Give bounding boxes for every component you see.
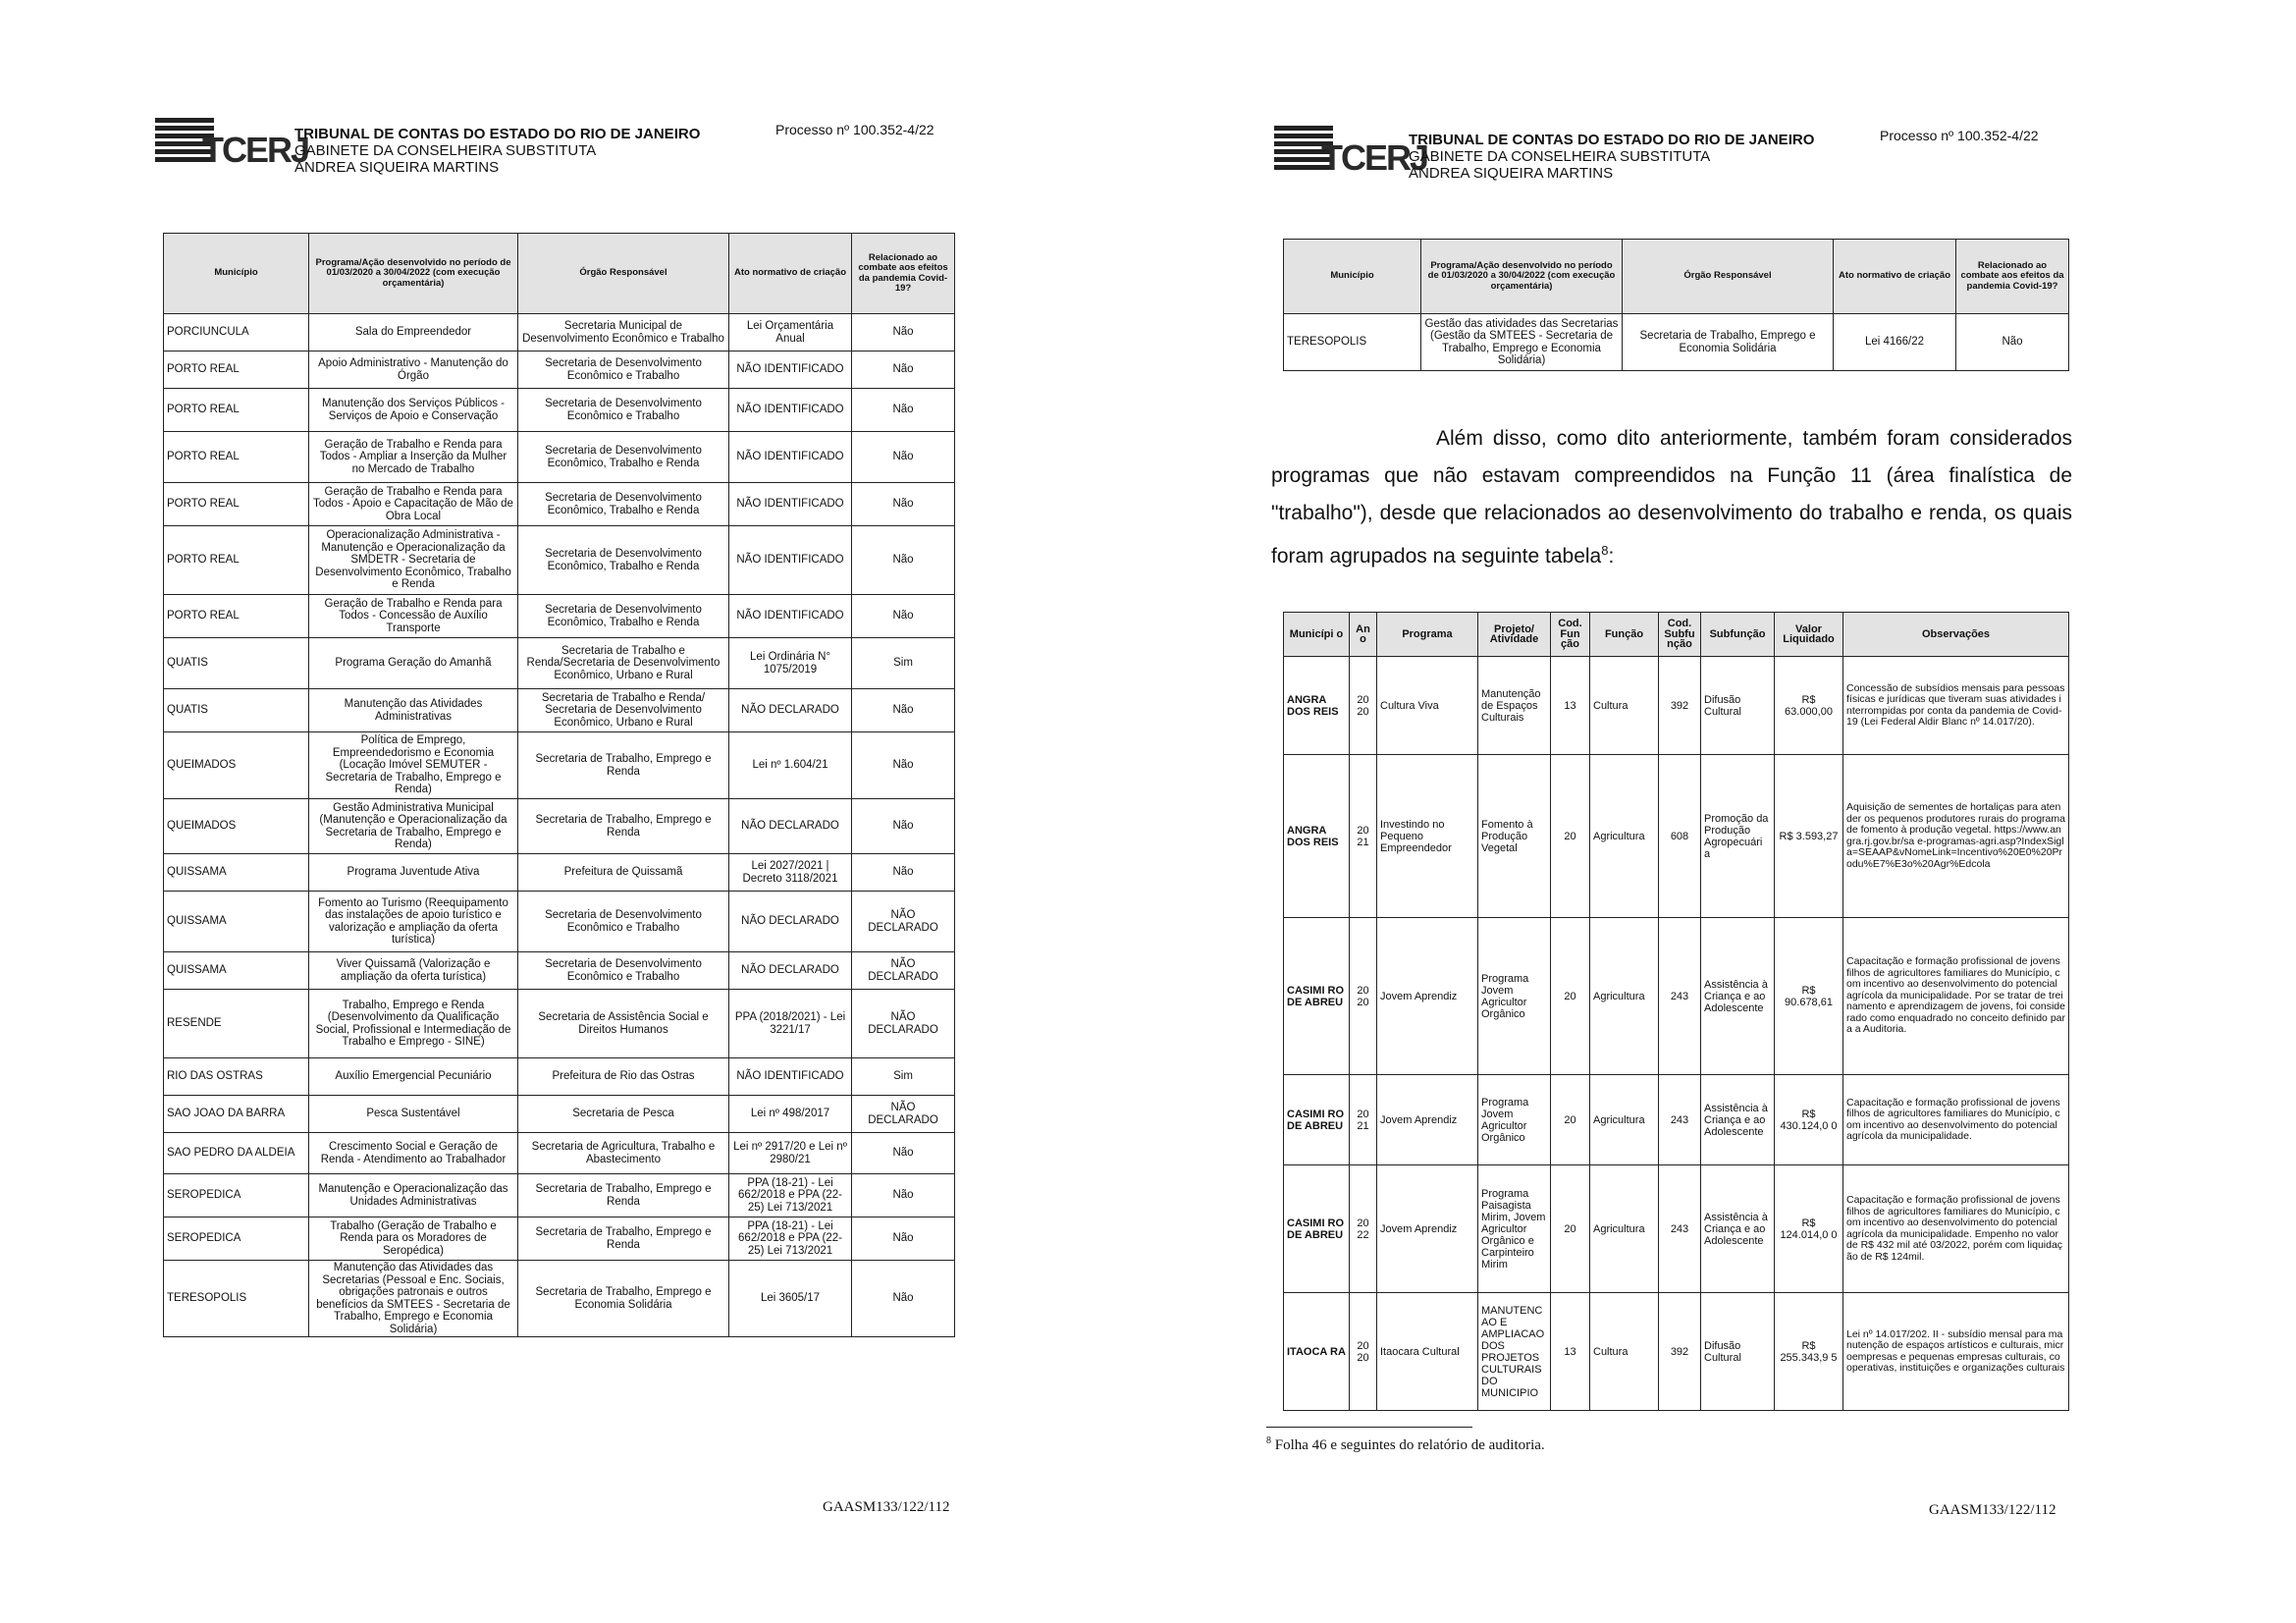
col-valor: Valor Liquidado	[1775, 613, 1843, 657]
cell-municipio: SAO JOAO DA BARRA	[164, 1096, 309, 1133]
col-programa: Programa/Ação desenvolvido no período de 01/03/2020 a 30/04/2022 (com execução orçamentária)	[309, 234, 518, 314]
cell-orgao: Secretaria de Trabalho, Emprego e Renda	[518, 799, 729, 854]
cell-covid: Não	[852, 526, 955, 595]
cell-programa: Cultura Viva	[1377, 657, 1478, 755]
cell-ato: NÃO DECLARADO	[729, 799, 852, 854]
cell-programa: Pesca Sustentável	[309, 1096, 518, 1133]
cell-programa: Apoio Administrativo - Manutenção do Órgão	[309, 352, 518, 389]
table-row	[164, 689, 955, 732]
cell-municipio: TERESOPOLIS	[164, 1261, 309, 1337]
table-row	[1284, 1293, 2069, 1411]
header-line-2: GABINETE DA CONSELHEIRA SUBSTITUTA	[294, 142, 597, 159]
cell-programa: Operacionalização Administrativa - Manutenção e Operacionalização da SMDETR - Secretaria de Desenvolvimento Econômico, Trabalho e Renda	[309, 526, 518, 595]
header-line-2: GABINETE DA CONSELHEIRA SUBSTITUTA	[1409, 148, 1711, 165]
cell-municipio: CASIMI RO DE ABREU	[1284, 1165, 1350, 1293]
footnote-divider	[1266, 1427, 1472, 1428]
cell-orgao: Secretaria de Trabalho, Emprego e Renda	[518, 732, 729, 799]
cell-projeto: Manutenção de Espaços Culturais	[1478, 657, 1551, 755]
cell-programa: Manutenção e Operacionalização das Unidades Administrativas	[309, 1174, 518, 1217]
col-cod-subfuncao: Cod. Subfu nção	[1659, 613, 1701, 657]
col-orgao: Órgão Responsável	[518, 234, 729, 314]
table-row	[164, 1174, 955, 1217]
table-row	[1284, 314, 2069, 371]
cell-cod-funcao: 20	[1551, 918, 1590, 1075]
cell-municipio: QUATIS	[164, 638, 309, 689]
col-ato: Ato normativo de criação	[729, 234, 852, 314]
cell-covid: Não	[1956, 314, 2069, 371]
cell-programa: Manutenção das Atividades das Secretarias (Pessoal e Enc. Sociais, obrigações patronais e outros benefícios da SMTEES - Secretaria de Trabalho, Emprego e Economia Solidária)	[309, 1261, 518, 1337]
cell-covid: Não	[852, 732, 955, 799]
cell-municipio: QUISSAMA	[164, 952, 309, 990]
table-row	[164, 854, 955, 892]
agrupados-table	[1283, 612, 2069, 1411]
cell-programa: Trabalho, Emprego e Renda (Desenvolvimento da Qualificação Social, Profissional e Intermediação de Trabalho e Emprego - SINE)	[309, 990, 518, 1058]
institution-header	[294, 126, 700, 176]
cell-municipio: TERESOPOLIS	[1284, 314, 1421, 371]
cell-orgao: Secretaria de Agricultura, Trabalho e Abastecimento	[518, 1133, 729, 1174]
col-municipio: Município	[1284, 240, 1421, 314]
cell-programa: Programa Geração do Amanhã	[309, 638, 518, 689]
col-covid: Relacionado ao combate aos efeitos da pandemia Covid-19?	[1956, 240, 2069, 314]
cell-cod-subfuncao: 243	[1659, 918, 1701, 1075]
programs-table-continued	[1283, 239, 2069, 371]
cell-funcao: Agricultura	[1590, 1165, 1659, 1293]
cell-valor: R$ 124.014,0 0	[1775, 1165, 1843, 1293]
table-row	[1284, 1075, 2069, 1165]
col-programa: Programa/Ação desenvolvido no período de 01/03/2020 a 30/04/2022 (com execução orçamentária)	[1421, 240, 1623, 314]
cell-municipio: QUATIS	[164, 689, 309, 732]
cell-programa: Geração de Trabalho e Renda para Todos - Apoio e Capacitação de Mão de Obra Local	[309, 483, 518, 526]
table-row	[164, 1096, 955, 1133]
logo-text: TCERJ	[202, 130, 309, 170]
col-subfuncao: Subfunção	[1701, 613, 1775, 657]
cell-observacoes: Lei nº 14.017/202. II - subsídio mensal para manutenção de espaços artísticos e culturais, microempresas e pequenas empresas culturais, cooperativas, instituições e organizações culturais	[1843, 1293, 2069, 1411]
table-row	[164, 389, 955, 432]
cell-programa: Crescimento Social e Geração de Renda - Atendimento ao Trabalhador	[309, 1133, 518, 1174]
cell-covid: NÃO DECLARADO	[852, 990, 955, 1058]
cell-orgao: Secretaria de Assistência Social e Direitos Humanos	[518, 990, 729, 1058]
cell-municipio: PORTO REAL	[164, 483, 309, 526]
cell-ato: NÃO IDENTIFICADO	[729, 595, 852, 638]
cell-projeto: Programa Jovem Agricultor Orgânico	[1478, 918, 1551, 1075]
cell-ato: Lei 4166/22	[1834, 314, 1956, 371]
cell-projeto: Programa Jovem Agricultor Orgânico	[1478, 1075, 1551, 1165]
cell-cod-funcao: 20	[1551, 1165, 1590, 1293]
cell-programa: Jovem Aprendiz	[1377, 1165, 1478, 1293]
header-line-1: TRIBUNAL DE CONTAS DO ESTADO DO RIO DE JANEIRO	[1409, 132, 1815, 148]
col-municipio: Municípi o	[1284, 613, 1350, 657]
footnote-mark: 8	[1266, 1435, 1271, 1446]
cell-municipio: PORTO REAL	[164, 526, 309, 595]
header-line-3: ANDREA SIQUEIRA MARTINS	[294, 159, 500, 176]
table-row	[1284, 755, 2069, 918]
table-row	[164, 483, 955, 526]
cell-orgao: Prefeitura de Quissamã	[518, 854, 729, 892]
cell-funcao: Agricultura	[1590, 755, 1659, 918]
cell-covid: Não	[852, 314, 955, 352]
cell-orgao: Secretaria Municipal de Desenvolvimento Econômico e Trabalho	[518, 314, 729, 352]
paragraph-end: :	[1608, 545, 1615, 568]
cell-observacoes: Capacitação e formação profissional de jovens filhos de agricultores familiares do Município, com incentivo ao desenvolvimento do potencial agrícola da municipalidade. Empenho no valor de R$ 432 mil até 03/2022, porém com liquidação de R$ 124mil.	[1843, 1165, 2069, 1293]
footnote	[1266, 1435, 1545, 1454]
col-ato: Ato normativo de criação	[1834, 240, 1956, 314]
cell-covid: Não	[852, 483, 955, 526]
cell-programa: Gestão Administrativa Municipal (Manutenção e Operacionalização da Secretaria de Trabalho, Emprego e Renda)	[309, 799, 518, 854]
table-row	[164, 990, 955, 1058]
cell-ato: PPA (18-21) - Lei 662/2018 e PPA (22-25) Lei 713/2021	[729, 1174, 852, 1217]
table-row	[164, 595, 955, 638]
cell-municipio: PORTO REAL	[164, 595, 309, 638]
table-row	[1284, 1165, 2069, 1293]
cell-covid: Não	[852, 352, 955, 389]
cell-ano: 20 21	[1350, 755, 1377, 918]
cell-funcao: Agricultura	[1590, 918, 1659, 1075]
footnote-ref: 8	[1601, 543, 1609, 558]
cell-programa: Política de Emprego, Empreendedorismo e Economia (Locação Imóvel SEMUTER - Secretaria de Trabalho, Emprego e Renda)	[309, 732, 518, 799]
col-funcao: Função	[1590, 613, 1659, 657]
table-header-row	[1284, 240, 2069, 314]
logo-text: TCERJ	[1321, 137, 1428, 178]
cell-observacoes: Capacitação e formação profissional de jovens filhos de agricultores familiares do Município, com incentivo ao desenvolvimento do potencial agrícola da municipalidade. Por se tratar de treinamento e aprendizagem de jovens, foi considerado como enquadrado no conceito definido para a Auditoria.	[1843, 918, 2069, 1075]
cell-subfuncao: Difusão Cultural	[1701, 1293, 1775, 1411]
cell-ato: NÃO DECLARADO	[729, 689, 852, 732]
cell-orgao: Secretaria de Desenvolvimento Econômico, Trabalho e Renda	[518, 483, 729, 526]
table-row	[164, 1261, 955, 1337]
table-header-row	[164, 234, 955, 314]
cell-subfuncao: Promoção da Produção Agropecuári a	[1701, 755, 1775, 918]
cell-covid: Não	[852, 1174, 955, 1217]
cell-covid: Não	[852, 389, 955, 432]
cell-programa: Manutenção das Atividades Administrativas	[309, 689, 518, 732]
cell-municipio: PORCIUNCULA	[164, 314, 309, 352]
table-row	[164, 638, 955, 689]
cell-orgao: Prefeitura de Rio das Ostras	[518, 1058, 729, 1096]
cell-covid: NÃO DECLARADO	[852, 892, 955, 952]
cell-ato: Lei nº 498/2017	[729, 1096, 852, 1133]
cell-valor: R$ 255.343,9 5	[1775, 1293, 1843, 1411]
cell-municipio: PORTO REAL	[164, 352, 309, 389]
cell-ato: NÃO IDENTIFICADO	[729, 526, 852, 595]
cell-orgao: Secretaria de Trabalho, Emprego e Renda	[518, 1174, 729, 1217]
cell-ato: NÃO DECLARADO	[729, 952, 852, 990]
cell-cod-subfuncao: 243	[1659, 1165, 1701, 1293]
footer-code-right: GAASM133/122/112	[1929, 1502, 2056, 1518]
cell-municipio: SAO PEDRO DA ALDEIA	[164, 1133, 309, 1174]
cell-municipio: RESENDE	[164, 990, 309, 1058]
cell-valor: R$ 90.678,61	[1775, 918, 1843, 1075]
cell-programa: Sala do Empreendedor	[309, 314, 518, 352]
cell-valor: R$ 3.593,27	[1775, 755, 1843, 918]
cell-orgao: Secretaria de Desenvolvimento Econômico e Trabalho	[518, 892, 729, 952]
cell-orgao: Secretaria de Trabalho, Emprego e Renda	[518, 1217, 729, 1261]
cell-observacoes: Concessão de subsídios mensais para pessoas físicas e jurídicas que tiveram suas atividades interrompidas por conta da pandemia de Covid-19 (Lei Federal Aldir Blanc nº 14.017/20).	[1843, 657, 2069, 755]
cell-ato: Lei nº 2917/20 e Lei nº 2980/21	[729, 1133, 852, 1174]
tcerj-logo	[155, 118, 309, 187]
cell-valor: R$ 63.000,00	[1775, 657, 1843, 755]
cell-covid: Sim	[852, 638, 955, 689]
cell-municipio: PORTO REAL	[164, 432, 309, 483]
cell-municipio: QUEIMADOS	[164, 732, 309, 799]
cell-municipio: QUISSAMA	[164, 854, 309, 892]
cell-ano: 20 21	[1350, 1075, 1377, 1165]
cell-covid: Não	[852, 1217, 955, 1261]
cell-programa: Itaocara Cultural	[1377, 1293, 1478, 1411]
cell-municipio: ANGRA DOS REIS	[1284, 755, 1350, 918]
cell-ato: NÃO IDENTIFICADO	[729, 352, 852, 389]
cell-covid: Não	[852, 689, 955, 732]
cell-covid: Não	[852, 1133, 955, 1174]
cell-ano: 20 20	[1350, 918, 1377, 1075]
header-line-1: TRIBUNAL DE CONTAS DO ESTADO DO RIO DE JANEIRO	[294, 126, 701, 142]
table-row	[164, 314, 955, 352]
cell-municipio: CASIMI RO DE ABREU	[1284, 1075, 1350, 1165]
cell-programa: Viver Quissamã (Valorização e ampliação da oferta turística)	[309, 952, 518, 990]
cell-cod-subfuncao: 608	[1659, 755, 1701, 918]
cell-cod-funcao: 20	[1551, 1075, 1590, 1165]
programs-table	[163, 233, 955, 1337]
cell-programa: Gestão das atividades das Secretarias (Gestão da SMTEES - Secretaria de Trabalho, Emprego e Economia Solidária)	[1421, 314, 1623, 371]
table-row	[164, 1133, 955, 1174]
cell-ato: Lei 2027/2021 | Decreto 3118/2021	[729, 854, 852, 892]
cell-covid: NÃO DECLARADO	[852, 1096, 955, 1133]
cell-projeto: Programa Paisagista Mirim, Jovem Agricultor Orgânico e Carpinteiro Mirim	[1478, 1165, 1551, 1293]
cell-subfuncao: Difusão Cultural	[1701, 657, 1775, 755]
col-projeto: Projeto/ Atividade	[1478, 613, 1551, 657]
cell-funcao: Cultura	[1590, 657, 1659, 755]
cell-programa: Fomento ao Turismo (Reequipamento das instalações de apoio turístico e valorização e ampliação da oferta turística)	[309, 892, 518, 952]
cell-ano: 20 20	[1350, 657, 1377, 755]
footer-code-left: GAASM133/122/112	[823, 1499, 950, 1515]
table-row	[164, 1217, 955, 1261]
table-row	[164, 732, 955, 799]
table-row	[164, 352, 955, 389]
cell-orgao: Secretaria de Trabalho e Renda/Secretaria de Desenvolvimento Econômico, Urbano e Rural	[518, 638, 729, 689]
cell-subfuncao: Assistência à Criança e ao Adolescente	[1701, 1165, 1775, 1293]
table-row	[1284, 657, 2069, 755]
cell-cod-funcao: 13	[1551, 657, 1590, 755]
cell-ato: PPA (18-21) - Lei 662/2018 e PPA (22-25) Lei 713/2021	[729, 1217, 852, 1261]
cell-orgao: Secretaria de Desenvolvimento Econômico e Trabalho	[518, 389, 729, 432]
page-right	[1148, 0, 2296, 1623]
cell-covid: Não	[852, 799, 955, 854]
cell-programa: Jovem Aprendiz	[1377, 918, 1478, 1075]
cell-valor: R$ 430.124,0 0	[1775, 1075, 1843, 1165]
cell-ato: NÃO IDENTIFICADO	[729, 389, 852, 432]
cell-programa: Trabalho (Geração de Trabalho e Renda para os Moradores de Seropédica)	[309, 1217, 518, 1261]
cell-orgao: Secretaria de Desenvolvimento Econômico e Trabalho	[518, 352, 729, 389]
cell-ato: Lei Orçamentária Anual	[729, 314, 852, 352]
cell-funcao: Cultura	[1590, 1293, 1659, 1411]
cell-municipio: SEROPEDICA	[164, 1217, 309, 1261]
cell-covid: Não	[852, 595, 955, 638]
table-row	[1284, 918, 2069, 1075]
cell-ato: Lei Ordinária N° 1075/2019	[729, 638, 852, 689]
cell-programa: Jovem Aprendiz	[1377, 1075, 1478, 1165]
tcerj-logo	[1274, 126, 1428, 194]
table-row	[164, 1058, 955, 1096]
table-row	[164, 892, 955, 952]
cell-municipio: RIO DAS OSTRAS	[164, 1058, 309, 1096]
cell-projeto: Fomento à Produção Vegetal	[1478, 755, 1551, 918]
cell-ato: PPA (2018/2021) - Lei 3221/17	[729, 990, 852, 1058]
process-number: Processo nº 100.352-4/22	[1880, 128, 2039, 143]
cell-ano: 20 22	[1350, 1165, 1377, 1293]
cell-orgao: Secretaria de Desenvolvimento Econômico, Trabalho e Renda	[518, 432, 729, 483]
cell-orgao: Secretaria de Trabalho e Renda/ Secretaria de Desenvolvimento Econômico, Urbano e Rural	[518, 689, 729, 732]
cell-orgao: Secretaria de Trabalho, Emprego e Economia Solidária	[1623, 314, 1834, 371]
col-observacoes: Observações	[1843, 613, 2069, 657]
cell-orgao: Secretaria de Desenvolvimento Econômico, Trabalho e Renda	[518, 595, 729, 638]
cell-municipio: ITAOCA RA	[1284, 1293, 1350, 1411]
cell-municipio: ANGRA DOS REIS	[1284, 657, 1350, 755]
header-line-3: ANDREA SIQUEIRA MARTINS	[1409, 165, 1614, 182]
table-row	[164, 526, 955, 595]
cell-cod-subfuncao: 243	[1659, 1075, 1701, 1165]
col-covid: Relacionado ao combate aos efeitos da pandemia Covid-19?	[852, 234, 955, 314]
cell-observacoes: Aquisição de sementes de hortaliças para atender os pequenos produtores rurais do programa de fomento à produção vegetal. https://www.angra.rj.gov.br/sa e-programas-agri.asp?IndexSigla=SEAAP&vNomeLink=Incentivo%20E0%20Produ%E7%E3o%20Agr%Edcola	[1843, 755, 2069, 918]
cell-covid: Não	[852, 432, 955, 483]
cell-ato: NÃO IDENTIFICADO	[729, 432, 852, 483]
cell-programa: Geração de Trabalho e Renda para Todos - Ampliar a Inserção da Mulher no Mercado de Trabalho	[309, 432, 518, 483]
cell-ano: 20 20	[1350, 1293, 1377, 1411]
cell-funcao: Agricultura	[1590, 1075, 1659, 1165]
cell-covid: Sim	[852, 1058, 955, 1096]
cell-subfuncao: Assistência à Criança e ao Adolescente	[1701, 918, 1775, 1075]
cell-orgao: Secretaria de Desenvolvimento Econômico, Trabalho e Renda	[518, 526, 729, 595]
institution-header	[1409, 132, 1814, 182]
cell-municipio: QUEIMADOS	[164, 799, 309, 854]
cell-ato: Lei nº 1.604/21	[729, 732, 852, 799]
cell-municipio: CASIMI RO DE ABREU	[1284, 918, 1350, 1075]
cell-covid: Não	[852, 854, 955, 892]
cell-cod-funcao: 13	[1551, 1293, 1590, 1411]
table-row	[164, 952, 955, 990]
table-header-row	[1284, 613, 2069, 657]
cell-programa: Investindo no Pequeno Empreendedor	[1377, 755, 1478, 918]
body-paragraph	[1271, 420, 2072, 575]
paragraph-text: Além disso, como dito anteriormente, também foram considerados programas que não estavam compreendidos na Função 11 (área finalística de "trabalho"), desde que relacionados ao desenvolvimento do trabalho e renda, os quais foram agrupados na seguinte tabela	[1271, 427, 2072, 568]
cell-orgao: Secretaria de Desenvolvimento Econômico e Trabalho	[518, 952, 729, 990]
process-number: Processo nº 100.352-4/22	[775, 122, 934, 137]
cell-orgao: Secretaria de Pesca	[518, 1096, 729, 1133]
cell-programa: Manutenção dos Serviços Públicos - Serviços de Apoio e Conservação	[309, 389, 518, 432]
cell-municipio: SEROPEDICA	[164, 1174, 309, 1217]
cell-ato: Lei 3605/17	[729, 1261, 852, 1337]
cell-projeto: MANUTENC AO E AMPLIACAO DOS PROJETOS CULTURAIS DO MUNICIPIO	[1478, 1293, 1551, 1411]
col-ano: An o	[1350, 613, 1377, 657]
cell-subfuncao: Assistência à Criança e ao Adolescente	[1701, 1075, 1775, 1165]
cell-cod-subfuncao: 392	[1659, 1293, 1701, 1411]
cell-ato: NÃO DECLARADO	[729, 892, 852, 952]
footnote-text: Folha 46 e seguintes do relatório de auditoria.	[1274, 1437, 1545, 1453]
cell-municipio: QUISSAMA	[164, 892, 309, 952]
cell-ato: NÃO IDENTIFICADO	[729, 1058, 852, 1096]
cell-orgao: Secretaria de Trabalho, Emprego e Economia Solidária	[518, 1261, 729, 1337]
col-orgao: Órgão Responsável	[1623, 240, 1834, 314]
col-programa: Programa	[1377, 613, 1478, 657]
col-municipio: Município	[164, 234, 309, 314]
cell-cod-funcao: 20	[1551, 755, 1590, 918]
table-row	[164, 432, 955, 483]
cell-covid: NÃO DECLARADO	[852, 952, 955, 990]
cell-programa: Programa Juventude Ativa	[309, 854, 518, 892]
col-cod-funcao: Cod. Fun ção	[1551, 613, 1590, 657]
cell-covid: Não	[852, 1261, 955, 1337]
cell-cod-subfuncao: 392	[1659, 657, 1701, 755]
cell-programa: Auxílio Emergencial Pecuniário	[309, 1058, 518, 1096]
cell-programa: Geração de Trabalho e Renda para Todos - Concessão de Auxílio Transporte	[309, 595, 518, 638]
cell-municipio: PORTO REAL	[164, 389, 309, 432]
cell-ato: NÃO IDENTIFICADO	[729, 483, 852, 526]
table-row	[164, 799, 955, 854]
cell-observacoes: Capacitação e formação profissional de jovens filhos de agricultores familiares do Município, com incentivo ao desenvolvimento do potencial agrícola da municipalidade.	[1843, 1075, 2069, 1165]
